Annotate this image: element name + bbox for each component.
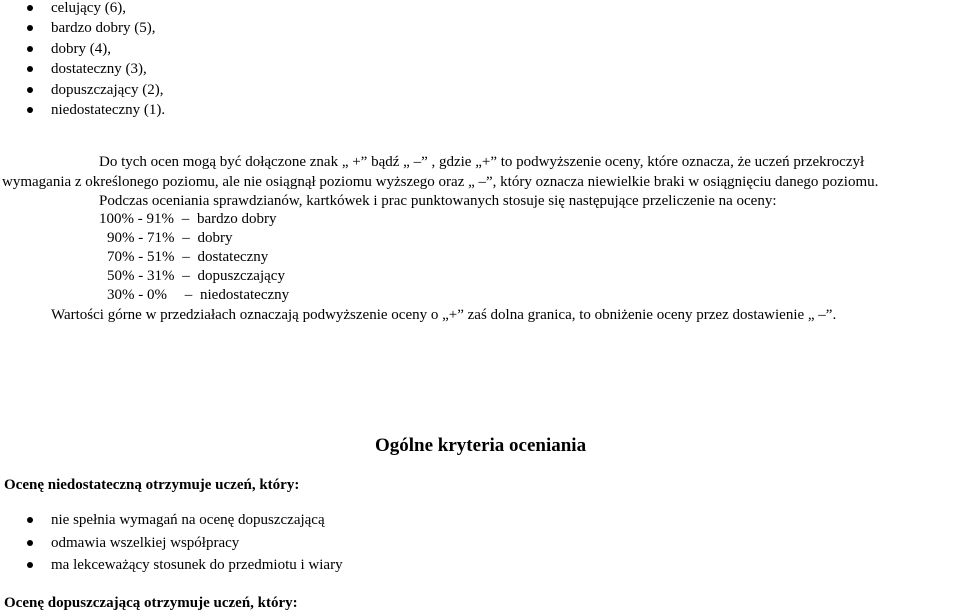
conversion-range: 90% - 71% (107, 230, 175, 246)
conversion-range: 100% - 91% (99, 211, 174, 227)
grades-list (0, 0, 165, 120)
bullet-icon (27, 46, 33, 52)
list-item (0, 555, 343, 578)
conversion-range: 50% - 31% (107, 268, 175, 284)
list-item (0, 100, 165, 120)
list-item-label: dobry (4), (51, 40, 111, 57)
bullet-icon (27, 87, 33, 93)
modifier-paragraph-line-2: wymagania z określonego poziomu, ale nie osiągnął poziomu wyższego oraz „ –”, który oznacza niewielkie braki w osiągnięciu danego poziomu. (2, 174, 879, 190)
conversion-intro: Podczas oceniania sprawdzianów, kartkówek i prac punktowanych stosuje się następujące przeliczenie na oceny: (99, 193, 777, 209)
bullet-icon (27, 107, 33, 113)
failing-criteria-list (0, 510, 343, 578)
failing-grade-title: Ocenę niedostateczną otrzymuje uczeń, który: (4, 477, 300, 493)
conversion-row (99, 209, 277, 229)
conversion-range: 30% - 0% (107, 287, 167, 303)
conversion-row (107, 228, 233, 248)
section-heading: Ogólne kryteria oceniania (375, 435, 587, 456)
conversion-dash: – (182, 230, 190, 246)
bullet-icon (27, 5, 33, 11)
list-item (0, 533, 343, 556)
passing-grade-title: Ocenę dopuszczającą otrzymuje uczeń, który: (4, 595, 298, 611)
bounds-note: Wartości górne w przedziałach oznaczają podwyższenie oceny o „+” zaś dolna granica, to obniżenie oceny przez dostawienie „ –”. (51, 307, 837, 323)
list-item-label: celujący (6), (51, 0, 126, 16)
conversion-grade: dobry (197, 230, 233, 246)
conversion-grade: bardzo dobry (197, 211, 277, 227)
bullet-icon (27, 517, 33, 523)
conversion-grade: niedostateczny (200, 287, 290, 303)
list-item (0, 39, 165, 59)
list-item-label: nie spełnia wymagań na ocenę dopuszczającą (51, 512, 325, 528)
bullet-icon (27, 562, 33, 568)
conversion-row (107, 266, 285, 286)
list-item (0, 59, 165, 79)
bullet-icon (27, 540, 33, 546)
conversion-dash: – (182, 268, 190, 284)
bullet-icon (27, 25, 33, 31)
conversion-grade: dostateczny (197, 249, 269, 265)
list-item (0, 510, 343, 533)
conversion-row (107, 285, 289, 305)
conversion-dash: – (181, 211, 190, 227)
list-item (0, 18, 165, 38)
list-item (0, 80, 165, 100)
conversion-dash: – (184, 287, 193, 303)
list-item-label: dostateczny (3), (51, 61, 147, 78)
conversion-grade: dopuszczający (197, 268, 285, 284)
conversion-dash: – (182, 249, 190, 265)
list-item-label: odmawia wszelkiej współpracy (51, 534, 240, 551)
bullet-icon (27, 66, 33, 72)
list-item-label: ma lekceważący stosunek do przedmiotu i wiary (51, 557, 343, 573)
conversion-range: 70% - 51% (107, 249, 175, 265)
list-item-label: dopuszczający (2), (51, 81, 164, 98)
list-item-label: bardzo dobry (5), (51, 20, 156, 37)
modifier-paragraph-line-1: Do tych ocen mogą być dołączone znak „ +” bądź „ –” , gdzie „+” to podwyższenie oceny, które oznacza, że uczeń przekroczył (99, 154, 865, 170)
list-item-label: niedostateczny (1). (51, 101, 166, 118)
list-item (0, 0, 165, 18)
conversion-row (107, 247, 268, 267)
